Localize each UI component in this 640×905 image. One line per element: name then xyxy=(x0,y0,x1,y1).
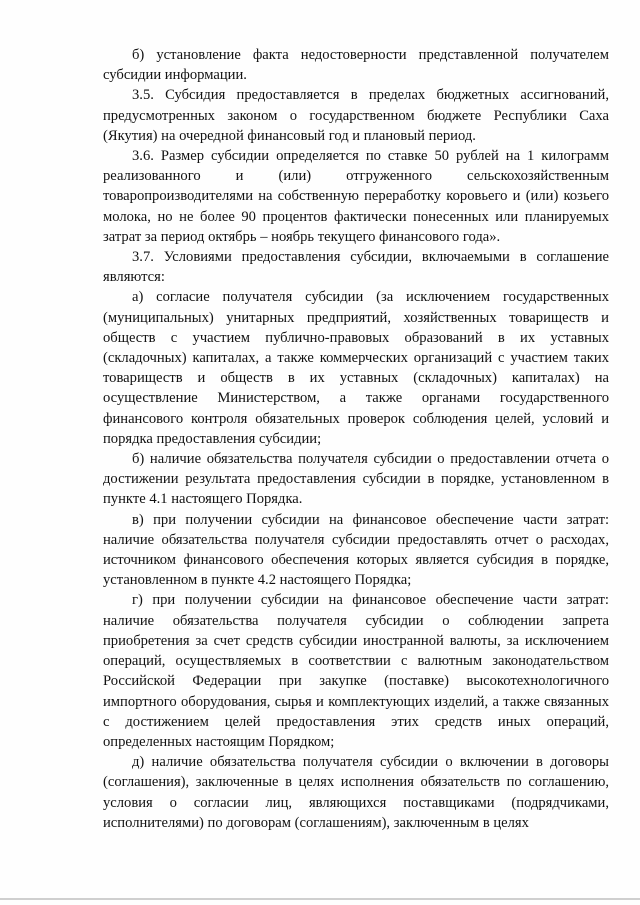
paragraph-3-6: 3.6. Размер субсидии определяется по ставке 50 рублей на 1 килограмм реализованного и (или) отгруженного сельскохозяйственным товаропроизводителями на собственную переработку коровьего и (или) козьего молока, но не более 90 процентов фактически понесенных или планируемых затрат за период октябрь – ноябрь текущего финансового года». xyxy=(103,148,609,245)
paragraph-a-consent: а) согласие получателя субсидии (за исключением государственных (муниципальных) унитарных предприятий, хозяйственных товариществ и обществ с участием публично-правовых образований в их уставных (складочных) капиталах, а также коммерческих организаций с участием таких товариществ и обществ в их уставных (складочных) капиталах) на осуществление Министерством, а также органами государственного финансового контроля обязательных проверок соблюдения целей, условий и порядка предоставления субсидии; xyxy=(103,289,609,447)
paragraph-3-5: 3.5. Субсидия предоставляется в пределах бюджетных ассигнований, предусмотренных законом о государственном бюджете Республики Саха (Якутия) на очередной финансовый год и плановый период. xyxy=(103,87,609,144)
page-bottom-edge xyxy=(0,898,640,900)
paragraph-g-currency: г) при получении субсидии на финансовое обеспечение части затрат: наличие обязательства получателя субсидии о соблюдении запрета приобретения за счет средств субсидии иностранной валюты, за исключением операций, осуществляемых в соответствии с валютным законодательством Российской Федерации при закупке (поставке) высокотехнологичного импортного оборудования, сырья и комплектующих изделий, а также связанных с достижением целей предоставления этих средств иных операций, определенных настоящим Порядком; xyxy=(103,592,609,750)
document-body xyxy=(103,45,609,833)
paragraph-3-7: 3.7. Условиями предоставления субсидии, включаемыми в соглашение являются: xyxy=(103,249,609,286)
paragraph-b-falsity: б) установление факта недостоверности представленной получателем субсидии информации. xyxy=(103,47,609,84)
paragraph-v-expenses: в) при получении субсидии на финансовое обеспечение части затрат: наличие обязательства получателя субсидии предоставлять отчет о расходах, источником финансового обеспечения которых является субсидия в порядке, установленном в пункте 4.2 настоящего Порядка; xyxy=(103,511,609,589)
paragraph-d-contracts: д) наличие обязательства получателя субсидии о включении в договоры (соглашения), заключенные в целях исполнения обязательств по соглашению, условия о согласии лиц, являющихся поставщиками (подрядчиками, исполнителями) по договорам (соглашениям), заключенным в целях xyxy=(103,754,609,831)
paragraph-b-report: б) наличие обязательства получателя субсидии о предоставлении отчета о достижении результата предоставления субсидии в порядке, установленном в пункте 4.1 настоящего Порядка. xyxy=(103,451,609,508)
